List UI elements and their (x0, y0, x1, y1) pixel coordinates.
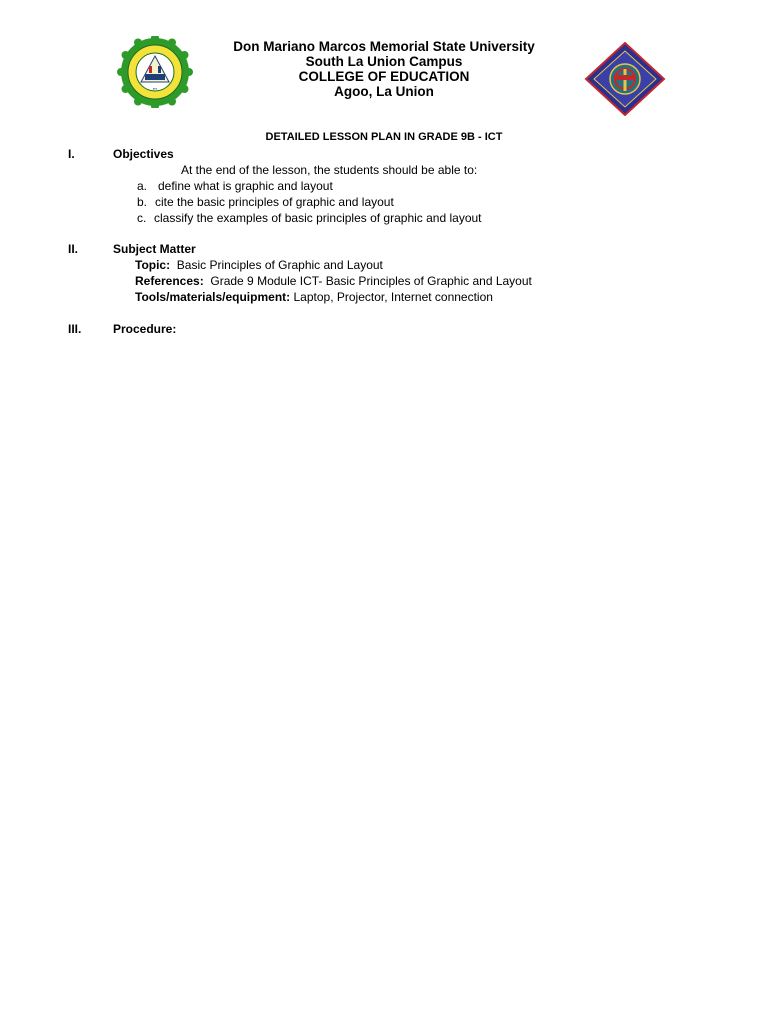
university-seal-icon (115, 36, 195, 108)
topic-value: Basic Principles of Graphic and Layout (176, 258, 383, 272)
section-numeral-procedure: III. (68, 322, 82, 336)
lesson-plan-title: DETAILED LESSON PLAN IN GRADE 9B - ICT (265, 131, 503, 143)
section-heading-procedure: Procedure: (113, 322, 177, 336)
objective-item-letter: b. (137, 195, 148, 209)
topic-label: Topic: (135, 258, 171, 272)
objectives-intro: At the end of the lesson, the students should be able to: (181, 163, 478, 177)
topic-line (135, 258, 383, 273)
tools-label: Tools/materials/equipment: (135, 290, 291, 304)
institution-header (200, 39, 568, 99)
tools-line (135, 290, 493, 305)
section-numeral-objectives: I. (68, 147, 75, 161)
objective-item-text: classify the examples of basic principles of graphic and layout (154, 211, 482, 225)
tools-value: Laptop, Projector, Internet connection (293, 290, 493, 304)
section-heading-subject-matter: Subject Matter (113, 242, 196, 256)
objective-item-letter: a. (137, 179, 148, 193)
svg-text:▪▪▪: ▪▪▪ (152, 86, 158, 91)
objective-item-text: define what is graphic and layout (158, 179, 333, 193)
section-heading-objectives: Objectives (113, 147, 174, 161)
campus-name: South La Union Campus (305, 54, 463, 69)
objective-item-text: cite the basic principles of graphic and layout (155, 195, 394, 209)
college-of-education-logo-icon (584, 42, 666, 116)
university-name: Don Mariano Marcos Memorial State University (233, 39, 535, 54)
references-value: Grade 9 Module ICT- Basic Principles of Graphic and Layout (210, 274, 532, 288)
references-label: References: (135, 274, 204, 288)
references-line (135, 274, 532, 289)
objective-item-letter: c. (137, 211, 147, 225)
section-numeral-subject-matter: II. (68, 242, 79, 256)
location: Agoo, La Union (334, 84, 434, 99)
college-name: COLLEGE OF EDUCATION (298, 69, 470, 84)
